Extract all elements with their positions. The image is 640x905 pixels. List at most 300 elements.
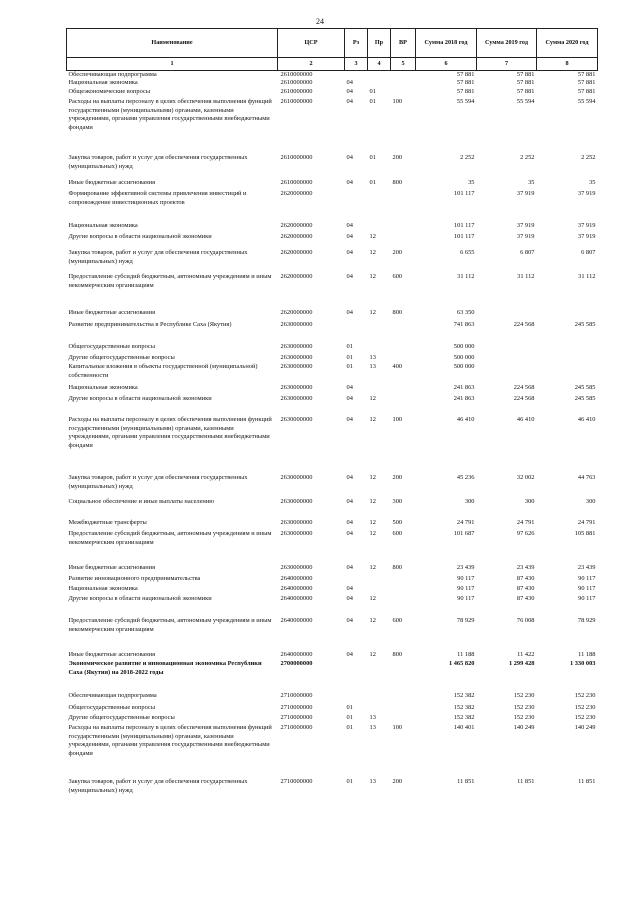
row-sum-2019: 37 919 xyxy=(516,233,535,241)
row-rz-code: 04 xyxy=(346,273,353,281)
row-rz-code: 04 xyxy=(346,249,353,257)
row-sum-2019: 23 439 xyxy=(516,564,535,572)
row-vr-code xyxy=(391,575,416,585)
row-sum-2018: 35 xyxy=(468,179,475,187)
table-row xyxy=(67,585,598,595)
row-sum-2018: 2 252 xyxy=(460,154,475,162)
row-sum-2020: 152 230 xyxy=(574,692,596,700)
col-header-sum-2020: Сумма 2020 год xyxy=(537,29,598,58)
row-csr-code: 2610000000 xyxy=(280,71,313,78)
col-number: 4 xyxy=(368,58,391,71)
row-name: Расходы на выплаты персоналу в целях обеспечения выполнения функций государственными (муниципальными) органами, казенными учреждениями, органами управления государственными внебюджетными фондами xyxy=(68,724,272,757)
row-sum-2018: 46 410 xyxy=(456,416,475,424)
row-rz-code: 04 xyxy=(346,154,353,162)
row-csr-code: 2630000000 xyxy=(280,530,313,538)
row-pr-code xyxy=(368,692,391,704)
row-sum-2019: 6 807 xyxy=(520,249,535,257)
row-vr-code: 600 xyxy=(392,273,403,281)
row-sum-2019: 57 881 xyxy=(516,88,535,96)
row-vr-code: 200 xyxy=(392,249,403,257)
table-row xyxy=(67,249,598,273)
table-row xyxy=(67,714,598,724)
row-sum-2020: 152 230 xyxy=(574,704,596,712)
row-name: Расходы на выплаты персоналу в целях обеспечения выполнения функций государственными (муниципальными) органами, казенными учреждениями, органами управления государственными внебюджетными фондами xyxy=(68,416,272,449)
table-row xyxy=(67,474,598,498)
row-sum-2018: 90 117 xyxy=(457,595,475,603)
row-sum-2018: 101 117 xyxy=(453,233,475,241)
col-number: 2 xyxy=(278,58,345,71)
row-sum-2019: 300 xyxy=(524,498,535,506)
row-csr-code: 2610000000 xyxy=(280,98,313,106)
row-sum-2018: 500 000 xyxy=(453,363,475,371)
row-sum-2019 xyxy=(477,343,537,354)
row-name: Закупка товаров, работ и услуг для обеспечения государственных (муниципальных) нужд xyxy=(68,249,248,265)
row-vr-code xyxy=(391,585,416,595)
row-sum-2019: 140 249 xyxy=(513,724,535,732)
row-csr-code: 2610000000 xyxy=(280,179,313,187)
row-pr-code xyxy=(368,384,391,395)
row-sum-2019: 11 851 xyxy=(517,778,535,786)
table-row xyxy=(67,179,598,190)
table-row xyxy=(67,575,598,585)
row-vr-code: 100 xyxy=(392,724,403,732)
row-vr-code: 200 xyxy=(392,154,403,162)
row-sum-2020: 245 585 xyxy=(574,395,596,403)
row-sum-2020: 37 919 xyxy=(577,222,596,230)
row-sum-2018: 11 188 xyxy=(457,651,475,659)
row-csr-code: 2630000000 xyxy=(280,343,313,351)
row-sum-2018: 23 439 xyxy=(456,564,475,572)
row-sum-2018: 63 350 xyxy=(456,309,475,317)
row-pr-code: 01 xyxy=(369,88,376,96)
row-pr-code xyxy=(368,704,391,714)
row-sum-2019: 1 299 428 xyxy=(508,660,535,668)
row-vr-code xyxy=(391,595,416,617)
row-csr-code: 2640000000 xyxy=(280,575,313,583)
row-sum-2019: 57 881 xyxy=(516,71,535,78)
row-pr-code: 01 xyxy=(369,154,376,162)
row-name: Иные бюджетные ассигнования xyxy=(68,309,156,317)
row-name: Общегосударственные вопросы xyxy=(68,704,156,712)
col-header-sum-2018: Сумма 2018 год xyxy=(416,29,477,58)
row-vr-code: 300 xyxy=(392,498,403,506)
row-pr-code xyxy=(368,660,391,692)
row-rz-code xyxy=(345,575,368,585)
row-pr-code xyxy=(368,71,391,80)
row-csr-code: 2620000000 xyxy=(280,233,313,241)
row-sum-2019 xyxy=(477,354,537,363)
row-name: Обеспечивающая подпрограмма xyxy=(68,71,157,78)
row-rz-code: 01 xyxy=(346,714,353,722)
row-pr-code: 12 xyxy=(369,595,376,603)
row-sum-2018: 500 000 xyxy=(453,343,475,351)
row-sum-2019: 31 112 xyxy=(517,273,535,281)
col-number: 6 xyxy=(416,58,477,71)
row-sum-2019: 35 xyxy=(528,179,535,187)
row-pr-code: 13 xyxy=(369,363,376,371)
table-row xyxy=(67,273,598,309)
row-name: Иные бюджетные ассигнования xyxy=(68,651,156,659)
row-vr-code: 100 xyxy=(392,98,403,106)
row-sum-2019: 87 430 xyxy=(516,595,535,603)
row-rz-code: 01 xyxy=(346,778,353,786)
row-pr-code xyxy=(368,321,391,343)
row-pr-code: 12 xyxy=(369,530,376,538)
row-sum-2019: 55 594 xyxy=(516,98,535,106)
row-sum-2018: 57 881 xyxy=(456,79,475,87)
row-rz-code: 04 xyxy=(346,519,353,527)
table-row xyxy=(67,88,598,98)
row-sum-2018: 55 594 xyxy=(456,98,475,106)
row-rz-code: 04 xyxy=(346,617,353,625)
row-rz-code xyxy=(345,71,368,80)
row-name: Предоставление субсидий бюджетным, автономным учреждениям и иным некоммерческим организациям xyxy=(68,273,272,289)
row-sum-2019: 46 410 xyxy=(516,416,535,424)
row-sum-2020: 44 763 xyxy=(577,474,596,482)
table-body xyxy=(67,71,598,801)
col-number: 1 xyxy=(67,58,278,71)
row-rz-code: 04 xyxy=(346,416,353,424)
row-name: Закупка товаров, работ и услуг для обеспечения государственных (муниципальных) нужд xyxy=(68,778,248,794)
row-name: Развитие инновационного предпринимательства xyxy=(68,575,201,583)
row-sum-2020: 11 188 xyxy=(578,651,596,659)
row-name: Предоставление субсидий бюджетным, автономным учреждениям и иным некоммерческим организациям xyxy=(68,530,272,546)
row-csr-code: 2630000000 xyxy=(280,564,313,572)
row-rz-code: 04 xyxy=(346,564,353,572)
table-row xyxy=(67,651,598,660)
row-vr-code: 500 xyxy=(392,519,403,527)
row-rz-code: 04 xyxy=(346,395,353,403)
row-rz-code xyxy=(345,190,368,222)
col-header-sum-2019: Сумма 2019 год xyxy=(477,29,537,58)
table-row xyxy=(67,190,598,222)
row-csr-code: 2610000000 xyxy=(280,88,313,96)
row-sum-2020: 78 929 xyxy=(577,617,596,625)
row-sum-2019: 152 230 xyxy=(513,704,535,712)
row-pr-code xyxy=(368,343,391,354)
row-csr-code: 2620000000 xyxy=(280,190,313,198)
row-rz-code: 04 xyxy=(346,88,353,96)
row-vr-code: 600 xyxy=(392,530,403,538)
row-sum-2020: 24 791 xyxy=(577,519,596,527)
row-csr-code: 2640000000 xyxy=(280,585,313,593)
row-pr-code: 13 xyxy=(369,354,376,362)
table-row xyxy=(67,519,598,530)
table-row xyxy=(67,233,598,249)
table-row xyxy=(67,724,598,778)
row-sum-2018: 152 382 xyxy=(453,714,475,722)
row-sum-2020: 90 117 xyxy=(578,585,596,593)
row-pr-code xyxy=(368,585,391,595)
row-vr-code: 200 xyxy=(392,778,403,786)
row-sum-2020: 37 919 xyxy=(577,233,596,241)
row-vr-code: 100 xyxy=(392,416,403,424)
col-number: 5 xyxy=(391,58,416,71)
row-csr-code: 2630000000 xyxy=(280,384,313,392)
table-row xyxy=(67,222,598,233)
row-vr-code xyxy=(391,354,416,363)
row-rz-code: 04 xyxy=(346,179,353,187)
row-csr-code: 2630000000 xyxy=(280,395,313,403)
row-pr-code: 12 xyxy=(369,519,376,527)
row-sum-2019: 87 430 xyxy=(516,585,535,593)
row-rz-code: 04 xyxy=(346,474,353,482)
row-name: Экономическое развитие и инновационная экономика Республики Саха (Якутия) на 2018-2022 годы xyxy=(68,660,262,676)
row-rz-code: 04 xyxy=(346,98,353,106)
row-name: Национальная экономика xyxy=(68,384,138,392)
row-vr-code xyxy=(391,395,416,416)
row-name: Общегосударственные вопросы xyxy=(68,343,156,351)
row-csr-code: 2630000000 xyxy=(280,474,313,482)
row-csr-code: 2700000000 xyxy=(280,660,313,668)
table-row xyxy=(67,71,598,80)
table-row xyxy=(67,692,598,704)
row-name: Закупка товаров, работ и услуг для обеспечения государственных (муниципальных) нужд xyxy=(68,154,248,170)
table-row xyxy=(67,564,598,575)
row-rz-code xyxy=(345,321,368,343)
row-pr-code xyxy=(368,222,391,233)
row-pr-code: 12 xyxy=(369,273,376,281)
table-row xyxy=(67,79,598,88)
row-sum-2019: 152 230 xyxy=(513,692,535,700)
row-name: Другие вопросы в области национальной экономики xyxy=(68,395,212,403)
row-sum-2018: 24 791 xyxy=(456,519,475,527)
row-pr-code: 12 xyxy=(369,651,376,659)
col-header-csr: ЦСР xyxy=(278,29,345,58)
row-sum-2020: 90 117 xyxy=(578,575,596,583)
row-pr-code: 01 xyxy=(369,179,376,187)
row-name: Другие вопросы в области национальной экономики xyxy=(68,233,212,241)
row-sum-2020: 57 881 xyxy=(577,71,596,78)
row-rz-code: 04 xyxy=(346,384,353,392)
table-row xyxy=(67,498,598,519)
table-row xyxy=(67,395,598,416)
row-rz-code: 04 xyxy=(346,79,353,87)
row-rz-code: 04 xyxy=(346,498,353,506)
row-sum-2020 xyxy=(537,343,598,354)
row-sum-2019 xyxy=(477,309,537,321)
row-vr-code xyxy=(391,692,416,704)
row-name: Обеспечивающая подпрограмма xyxy=(68,692,157,700)
row-pr-code: 12 xyxy=(369,395,376,403)
row-name: Расходы на выплаты персоналу в целях обеспечения выполнения функций государственными (муниципальными) органами, казенными учреждениями, органами управления государственными внебюджетными фондами xyxy=(68,98,272,131)
row-sum-2018: 78 929 xyxy=(456,617,475,625)
row-sum-2020: 6 807 xyxy=(581,249,596,257)
row-sum-2018: 300 xyxy=(464,498,475,506)
row-csr-code: 2630000000 xyxy=(280,321,313,329)
row-rz-code xyxy=(345,692,368,704)
row-name: Общеэкономические вопросы xyxy=(68,88,151,96)
row-vr-code xyxy=(391,343,416,354)
row-rz-code: 01 xyxy=(346,724,353,732)
row-sum-2020: 37 919 xyxy=(577,190,596,198)
row-sum-2019: 24 791 xyxy=(516,519,535,527)
row-pr-code xyxy=(368,575,391,585)
row-pr-code: 12 xyxy=(369,617,376,625)
row-pr-code: 01 xyxy=(369,98,376,106)
row-rz-code: 04 xyxy=(346,530,353,538)
row-sum-2020: 11 851 xyxy=(578,778,596,786)
row-vr-code: 400 xyxy=(392,363,403,371)
table-row xyxy=(67,98,598,154)
table-row xyxy=(67,617,598,651)
row-sum-2018: 152 382 xyxy=(453,692,475,700)
row-pr-code: 12 xyxy=(369,249,376,257)
row-vr-code: 200 xyxy=(392,474,403,482)
row-sum-2018: 45 236 xyxy=(456,474,475,482)
row-name: Национальная экономика xyxy=(68,585,138,593)
row-sum-2020: 2 252 xyxy=(581,154,596,162)
row-rz-code: 04 xyxy=(346,233,353,241)
row-vr-code xyxy=(391,222,416,233)
row-pr-code: 12 xyxy=(369,233,376,241)
row-vr-code: 800 xyxy=(392,179,403,187)
row-sum-2018: 11 851 xyxy=(457,778,475,786)
row-pr-code: 12 xyxy=(369,474,376,482)
row-csr-code: 2620000000 xyxy=(280,309,313,317)
row-sum-2018: 57 881 xyxy=(456,71,475,78)
table-row xyxy=(67,343,598,354)
table-row xyxy=(67,363,598,384)
row-csr-code: 2630000000 xyxy=(280,363,313,371)
col-number: 8 xyxy=(537,58,598,71)
row-sum-2018: 1 465 820 xyxy=(448,660,475,668)
row-vr-code xyxy=(391,704,416,714)
row-sum-2018: 241 863 xyxy=(453,384,475,392)
row-sum-2018: 101 117 xyxy=(453,222,475,230)
row-csr-code: 2630000000 xyxy=(280,354,313,362)
row-sum-2018: 31 112 xyxy=(457,273,475,281)
row-name: Закупка товаров, работ и услуг для обеспечения государственных (муниципальных) нужд xyxy=(68,474,248,490)
row-vr-code xyxy=(391,79,416,88)
row-sum-2020: 1 330 003 xyxy=(569,660,596,668)
row-vr-code: 600 xyxy=(392,617,403,625)
row-vr-code xyxy=(391,384,416,395)
row-name: Иные бюджетные ассигнования xyxy=(68,179,156,187)
row-sum-2020 xyxy=(537,354,598,363)
row-name: Другие общегосударственные вопросы xyxy=(68,714,175,722)
row-sum-2018: 90 117 xyxy=(457,585,475,593)
col-header-pr: Пр xyxy=(368,29,391,58)
row-csr-code: 2630000000 xyxy=(280,519,313,527)
table-row xyxy=(67,321,598,343)
table-row xyxy=(67,704,598,714)
table-row xyxy=(67,154,598,179)
row-rz-code xyxy=(345,660,368,692)
row-sum-2020: 55 594 xyxy=(577,98,596,106)
row-name: Национальная экономика xyxy=(68,79,138,87)
row-pr-code: 12 xyxy=(369,309,376,317)
row-vr-code xyxy=(391,660,416,692)
col-number: 7 xyxy=(477,58,537,71)
row-csr-code: 2610000000 xyxy=(280,154,313,162)
row-csr-code: 2630000000 xyxy=(280,498,313,506)
row-pr-code: 13 xyxy=(369,724,376,732)
row-pr-code: 13 xyxy=(369,714,376,722)
row-sum-2020: 57 881 xyxy=(577,88,596,96)
row-rz-code: 01 xyxy=(346,354,353,362)
row-csr-code: 2620000000 xyxy=(280,222,313,230)
row-csr-code: 2640000000 xyxy=(280,595,313,603)
row-name: Капитальные вложения в объекты государственной (муниципальной) собственности xyxy=(68,363,258,379)
row-sum-2019: 224 568 xyxy=(513,321,535,329)
row-csr-code: 2620000000 xyxy=(280,273,313,281)
row-sum-2018: 6 655 xyxy=(460,249,475,257)
row-pr-code: 12 xyxy=(369,564,376,572)
row-rz-code: 04 xyxy=(346,585,353,593)
row-csr-code: 2620000000 xyxy=(280,249,313,257)
row-csr-code: 2710000000 xyxy=(280,714,313,722)
row-name: Социальное обеспечение и иные выплаты населению xyxy=(68,498,215,506)
row-sum-2020: 300 xyxy=(585,498,596,506)
row-sum-2018: 57 881 xyxy=(456,88,475,96)
row-pr-code: 13 xyxy=(369,778,376,786)
row-vr-code xyxy=(391,233,416,249)
table-row xyxy=(67,354,598,363)
table-row xyxy=(67,309,598,321)
row-vr-code xyxy=(391,190,416,222)
budget-table xyxy=(66,28,598,800)
row-csr-code: 2640000000 xyxy=(280,617,313,625)
row-pr-code xyxy=(368,190,391,222)
row-csr-code: 2710000000 xyxy=(280,692,313,700)
row-rz-code: 01 xyxy=(346,343,353,351)
row-sum-2020: 35 xyxy=(589,179,596,187)
row-rz-code: 04 xyxy=(346,651,353,659)
row-sum-2019: 224 568 xyxy=(513,384,535,392)
table-row xyxy=(67,416,598,474)
row-sum-2018: 241 863 xyxy=(453,395,475,403)
row-sum-2019: 97 626 xyxy=(516,530,535,538)
row-sum-2019 xyxy=(477,363,537,384)
row-sum-2020: 140 249 xyxy=(574,724,596,732)
page-number: 24 xyxy=(316,17,324,26)
row-vr-code xyxy=(391,714,416,724)
table-row xyxy=(67,384,598,395)
row-rz-code: 01 xyxy=(346,363,353,371)
table-header xyxy=(67,29,598,71)
row-sum-2019: 87 430 xyxy=(516,575,535,583)
row-sum-2019: 37 919 xyxy=(516,190,535,198)
row-sum-2019: 2 252 xyxy=(520,154,535,162)
row-sum-2018: 90 117 xyxy=(457,575,475,583)
row-sum-2019: 76 008 xyxy=(516,617,535,625)
row-sum-2018: 741 863 xyxy=(453,321,475,329)
table-row xyxy=(67,778,598,800)
table-row xyxy=(67,530,598,564)
row-sum-2020: 23 439 xyxy=(577,564,596,572)
row-sum-2018: 101 687 xyxy=(453,530,475,538)
row-rz-code: 04 xyxy=(346,222,353,230)
row-sum-2019: 37 919 xyxy=(516,222,535,230)
row-sum-2020 xyxy=(537,309,598,321)
table-row xyxy=(67,595,598,617)
row-vr-code xyxy=(391,88,416,98)
row-rz-code: 01 xyxy=(346,704,353,712)
row-pr-code: 12 xyxy=(369,416,376,424)
row-sum-2019: 11 422 xyxy=(517,651,535,659)
row-vr-code: 800 xyxy=(392,651,403,659)
row-name: Иные бюджетные ассигнования xyxy=(68,564,156,572)
row-name: Национальная экономика xyxy=(68,222,138,230)
row-pr-code: 12 xyxy=(369,498,376,506)
row-rz-code: 04 xyxy=(346,309,353,317)
row-name: Развитие предпринимательства в Республике Саха (Якутия) xyxy=(68,321,232,329)
row-vr-code xyxy=(391,71,416,80)
table-row xyxy=(67,660,598,692)
row-csr-code: 2630000000 xyxy=(280,416,313,424)
row-sum-2020: 46 410 xyxy=(577,416,596,424)
